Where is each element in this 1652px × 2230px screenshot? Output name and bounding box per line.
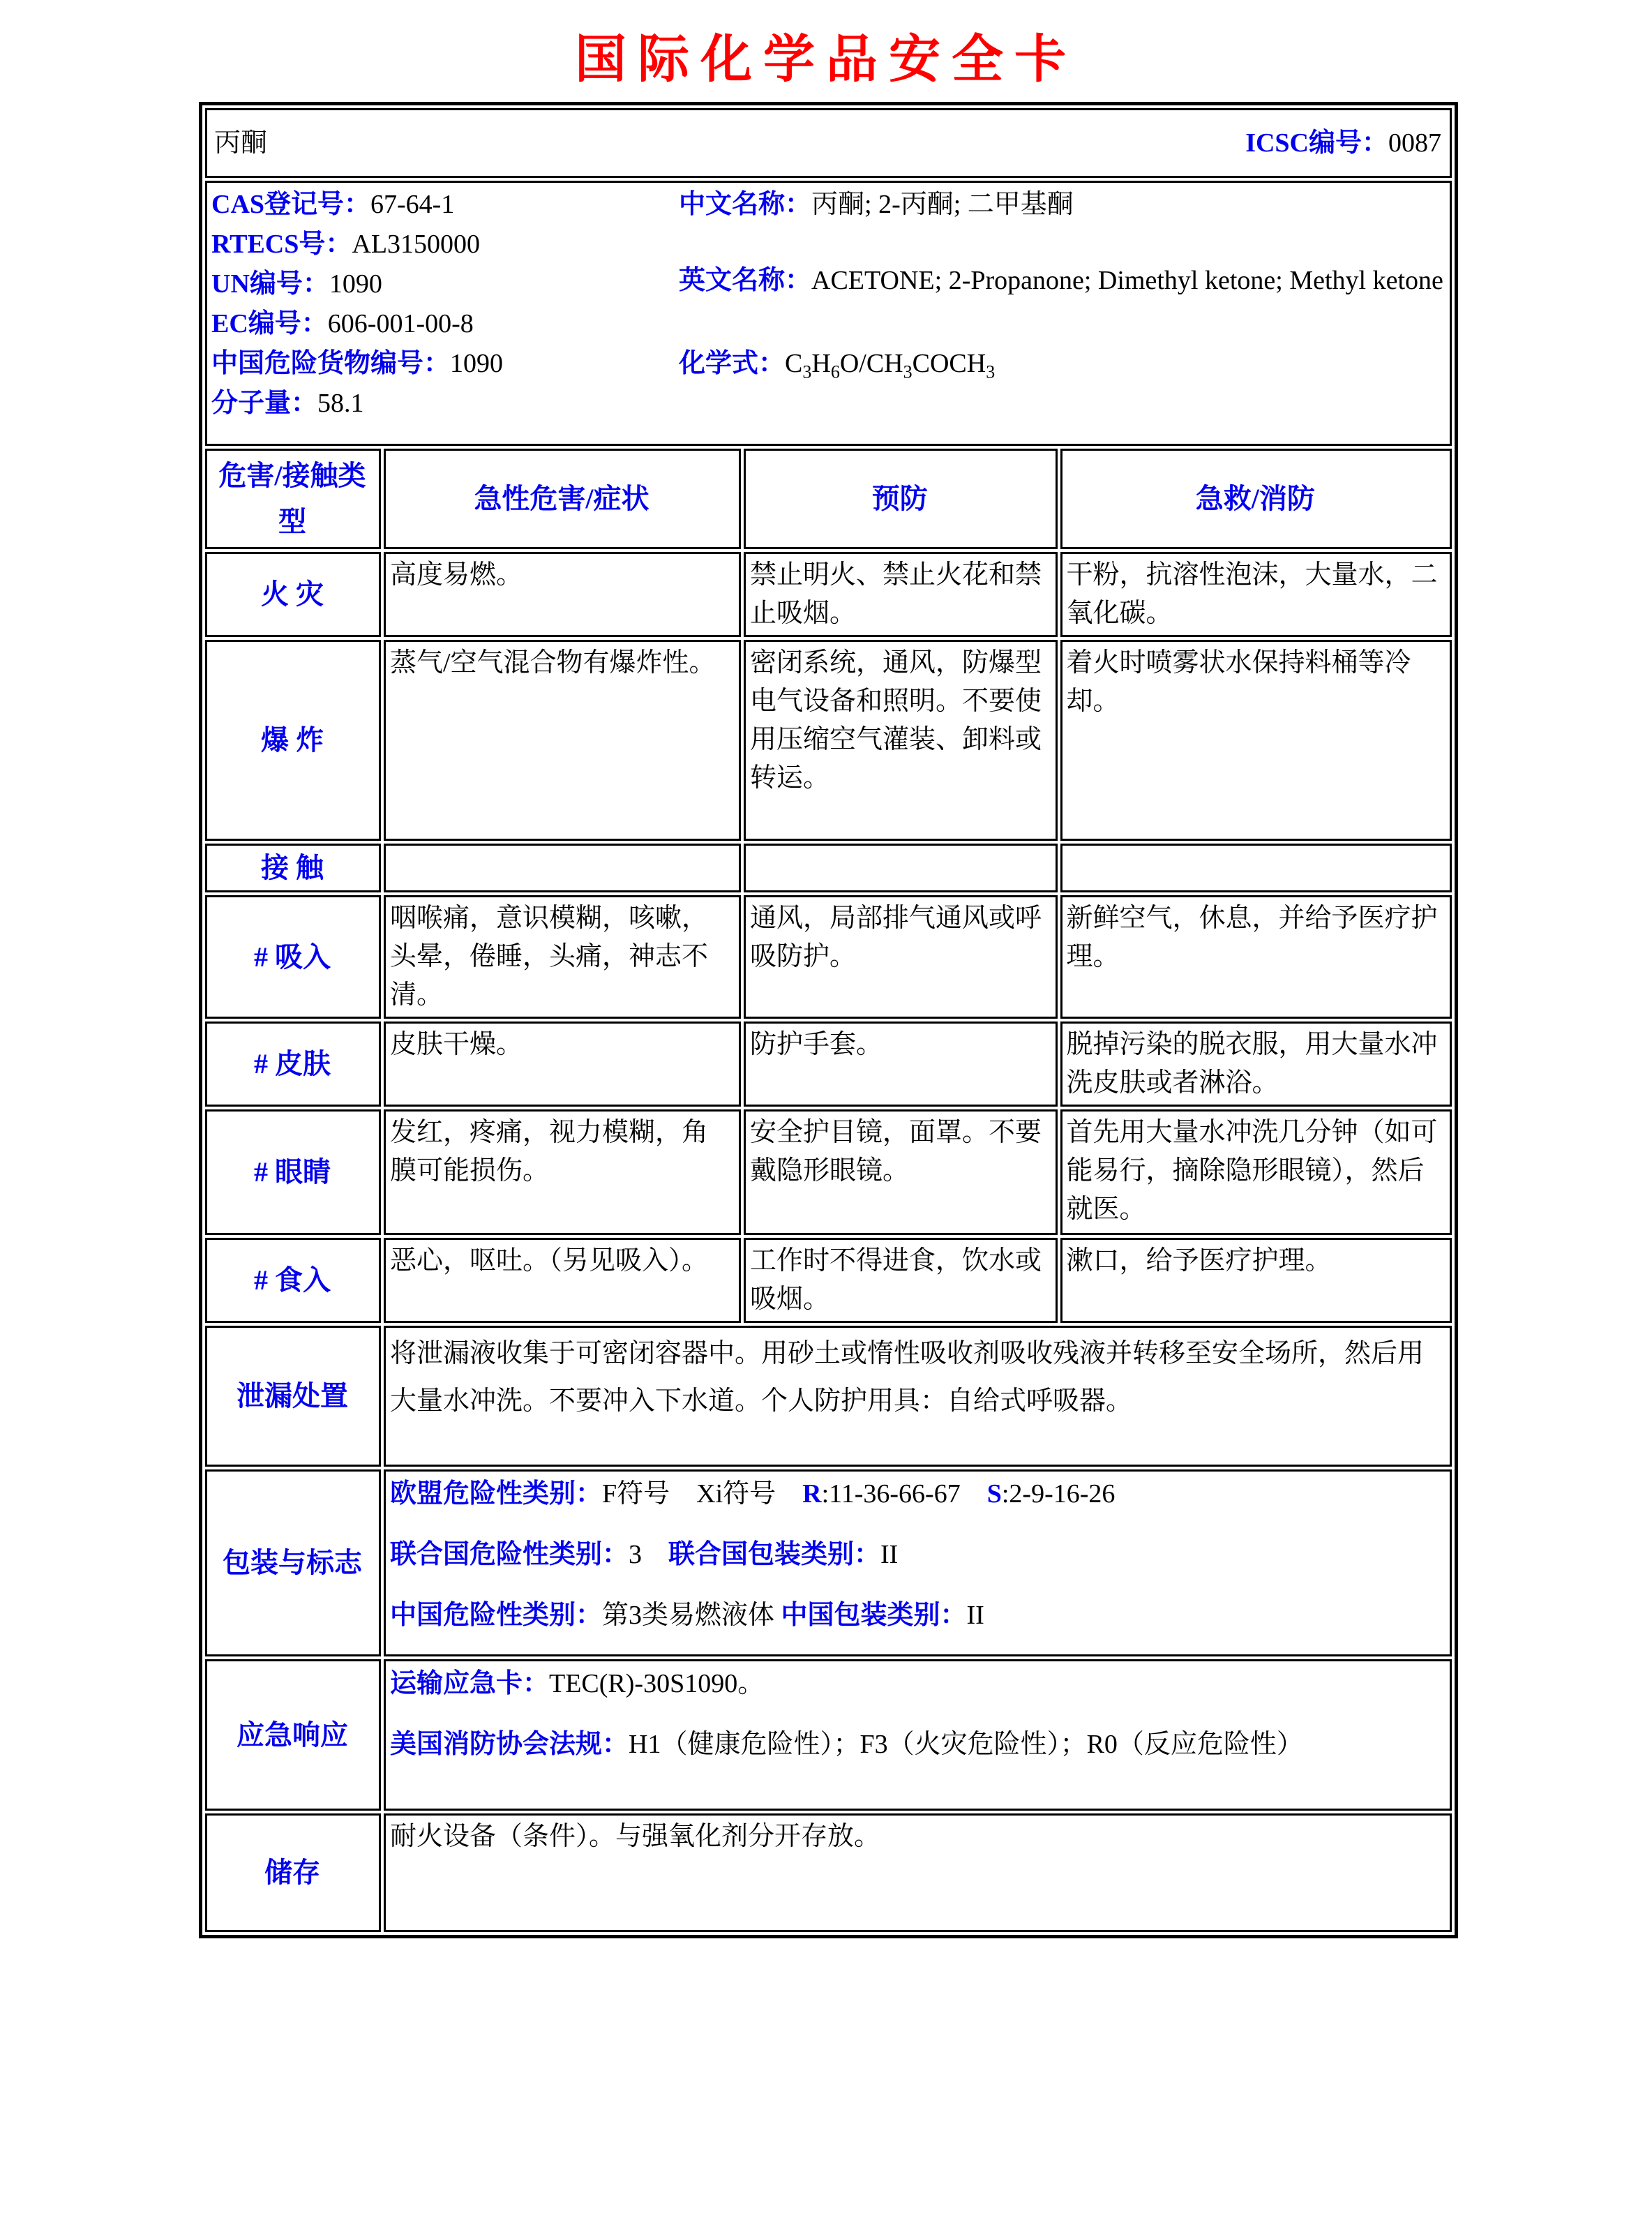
field-label: 中国包装类别：: [781, 1601, 967, 1630]
chinese-name-line: [679, 185, 1444, 225]
page-title: 国际化学品安全卡: [575, 31, 1077, 89]
packaging-labelling-content: [384, 1469, 1452, 1656]
card-header-cell: [205, 108, 1452, 178]
field-label: 英文名称：: [679, 266, 812, 295]
field-value: AL3150000: [352, 230, 481, 259]
storage-row: [205, 1813, 1452, 1932]
storage-content: 耐火设备（条件）。与强氧化剂分开存放。: [384, 1813, 1452, 1932]
field-value: O/CH: [839, 349, 903, 378]
hazard-type-inhalation: # 吸入: [205, 895, 381, 1019]
hazard-type-skin: # 皮肤: [205, 1022, 381, 1107]
spill-disposal-label: 泄漏处置: [205, 1326, 381, 1467]
field-label: 中国危险性类别：: [389, 1601, 602, 1630]
emergency-response-content: [384, 1659, 1452, 1811]
identification-cell: [205, 181, 1452, 446]
field-value: ACETONE; 2-Propanone; Dimethyl ketone; Methyl ketone: [811, 266, 1443, 295]
field-label: 运输应急卡：: [389, 1669, 549, 1698]
field-label: 联合国危险性类别：: [389, 1540, 629, 1569]
skin-first-aid-cell: 脱掉污染的脱衣服，用大量水冲洗皮肤或者淋浴。: [1060, 1022, 1452, 1107]
substance-name: 丙酮: [214, 128, 268, 158]
skin-symptoms-cell: 皮肤干燥。: [384, 1022, 741, 1107]
field-value: II: [966, 1601, 984, 1630]
field-label: 联合国包装类别：: [668, 1540, 881, 1569]
field-label: 化学式：: [679, 349, 786, 378]
field-label: UN编号：: [211, 269, 329, 299]
hazard-row-contact: [205, 844, 1452, 892]
eyes-symptoms-cell: 发红，疼痛，视力模糊，角膜可能损伤。: [384, 1109, 741, 1235]
storage-label: 储存: [205, 1813, 381, 1932]
inhalation-first-aid-cell: 新鲜空气，休息，并给予医疗护理。: [1060, 895, 1452, 1019]
transport-emergency-card-line: [390, 1665, 1444, 1703]
packaging-labelling-row: [205, 1469, 1452, 1656]
fire-prevention-cell: 禁止明火、禁止火花和禁止吸烟。: [744, 552, 1058, 637]
un-hazard-class-line: [390, 1536, 1444, 1574]
header-prevention: 预防: [744, 449, 1058, 549]
field-value: 1090: [329, 269, 382, 299]
hazard-type-contact: 接 触: [205, 844, 381, 892]
cas-number-line: [211, 185, 672, 225]
field-label: EC编号：: [211, 309, 328, 338]
emergency-response-label: 应急响应: [205, 1659, 381, 1811]
eu-hazard-class-line: [390, 1475, 1444, 1513]
field-label: S: [986, 1479, 1002, 1509]
field-label: CAS登记号：: [211, 190, 371, 219]
field-value: 3: [629, 1540, 669, 1569]
ec-number-line: [211, 304, 672, 344]
icsc-number: [1245, 124, 1441, 163]
nfpa-code-line: [390, 1726, 1444, 1764]
field-value: 3: [903, 361, 913, 382]
english-name-line: [679, 261, 1444, 301]
hazard-row-ingestion: [205, 1238, 1452, 1323]
field-label: R: [802, 1479, 822, 1509]
header-first-aid: 急救/消防: [1060, 449, 1452, 549]
chemical-formula-line: [679, 344, 1444, 392]
fire-first-aid-cell: 干粉，抗溶性泡沫，大量水，二氧化碳。: [1060, 552, 1452, 637]
hazard-header-row: [205, 449, 1452, 549]
china-hazard-class-line: [390, 1596, 1444, 1635]
field-value: 第3类易燃液体: [602, 1601, 781, 1630]
china-dangerous-goods-number-line: [211, 344, 672, 384]
field-value: 3: [986, 361, 996, 382]
explosion-prevention-cell: 密闭系统，通风，防爆型电气设备和照明。不要使用压缩空气灌装、卸料或转运。: [744, 640, 1058, 841]
field-value: TEC(R)-30S1090。: [549, 1669, 765, 1698]
hazard-type-explosion: 爆 炸: [205, 640, 381, 841]
packaging-labelling-label: 包装与标志: [205, 1469, 381, 1656]
field-value: 58.1: [317, 389, 364, 418]
field-label: ICSC编号：: [1245, 128, 1388, 158]
field-value: 丙酮; 2-丙酮; 二甲基酮: [811, 190, 1074, 219]
inhalation-prevention-cell: 通风，局部排气通风或呼吸防护。: [744, 895, 1058, 1019]
skin-prevention-cell: 防护手套。: [744, 1022, 1058, 1107]
hazard-type-fire: 火 灾: [205, 552, 381, 637]
spill-disposal-row: [205, 1326, 1452, 1467]
field-value: 1090: [450, 349, 504, 378]
fire-symptoms-cell: 高度易燃。: [384, 552, 741, 637]
field-label: RTECS号：: [211, 230, 352, 259]
spill-disposal-content: 将泄漏液收集于可密闭容器中。用砂土或惰性吸收剂吸收残液并转移至安全场所，然后用大量水冲洗。不要冲入下水道。个人防护用具：自给式呼吸器。: [384, 1326, 1452, 1467]
un-number-line: [211, 264, 672, 304]
field-value: 606-001-00-8: [327, 309, 474, 338]
field-value: 67-64-1: [370, 190, 455, 219]
identification-row: [205, 181, 1452, 446]
field-value: COCH: [912, 349, 986, 378]
field-value: H1（健康危险性）；F3（火灾危险性）；R0（反应危险性）: [629, 1730, 1303, 1759]
hazard-type-ingestion: # 食入: [205, 1238, 381, 1323]
ingestion-first-aid-cell: 漱口，给予医疗护理。: [1060, 1238, 1452, 1323]
field-value: F符号 Xi符号: [602, 1479, 803, 1509]
hazard-row-skin: [205, 1022, 1452, 1107]
explosion-first-aid-cell: 着火时喷雾状水保持料桶等冷却。: [1060, 640, 1452, 841]
field-value: C: [785, 349, 803, 378]
header-acute-hazards: 急性危害/症状: [384, 449, 741, 549]
ingestion-symptoms-cell: 恶心，呕吐。（另见吸入）。: [384, 1238, 741, 1323]
field-label: 中文名称：: [679, 190, 812, 219]
field-value: :11-36-66-67: [821, 1479, 987, 1509]
card-header-row: [205, 108, 1452, 178]
rtecs-number-line: [211, 225, 672, 264]
field-value: II: [880, 1540, 899, 1569]
explosion-symptoms-cell: 蒸气/空气混合物有爆炸性。: [384, 640, 741, 841]
contact-prevention-cell: [744, 844, 1058, 892]
field-label: 美国消防协会法规：: [389, 1730, 629, 1759]
field-value: :2-9-16-26: [1001, 1479, 1116, 1509]
contact-symptoms-cell: [384, 844, 741, 892]
field-label: 中国危险货物编号：: [211, 349, 451, 378]
field-label: 分子量：: [211, 389, 318, 418]
hazard-row-fire: [205, 552, 1452, 637]
emergency-response-row: [205, 1659, 1452, 1811]
hazard-type-eyes: # 眼睛: [205, 1109, 381, 1235]
icsc-card-table: [199, 102, 1458, 1938]
field-value: 0087: [1388, 128, 1441, 158]
contact-first-aid-cell: [1060, 844, 1452, 892]
molecular-weight-line: [211, 384, 672, 424]
identification-left-column: [211, 185, 672, 424]
identification-right-column: [672, 185, 1444, 424]
field-label: 欧盟危险性类别：: [389, 1479, 602, 1509]
field-value: 6: [830, 361, 840, 382]
hazard-row-eyes: [205, 1109, 1452, 1235]
header-hazard-type: 危害/接触类型: [205, 449, 381, 549]
inhalation-symptoms-cell: 咽喉痛，意识模糊，咳嗽，头晕，倦睡，头痛，神志不清。: [384, 895, 741, 1019]
eyes-first-aid-cell: 首先用大量水冲洗几分钟（如可能易行，摘除隐形眼镜），然后就医。: [1060, 1109, 1452, 1235]
ingestion-prevention-cell: 工作时不得进食，饮水或吸烟。: [744, 1238, 1058, 1323]
field-value: 3: [802, 361, 812, 382]
eyes-prevention-cell: 安全护目镜，面罩。不要戴隐形眼镜。: [744, 1109, 1058, 1235]
icsc-page: [0, 18, 1652, 2230]
field-value: H: [811, 349, 831, 378]
hazard-row-explosion: [205, 640, 1452, 841]
hazard-row-inhalation: [205, 895, 1452, 1019]
